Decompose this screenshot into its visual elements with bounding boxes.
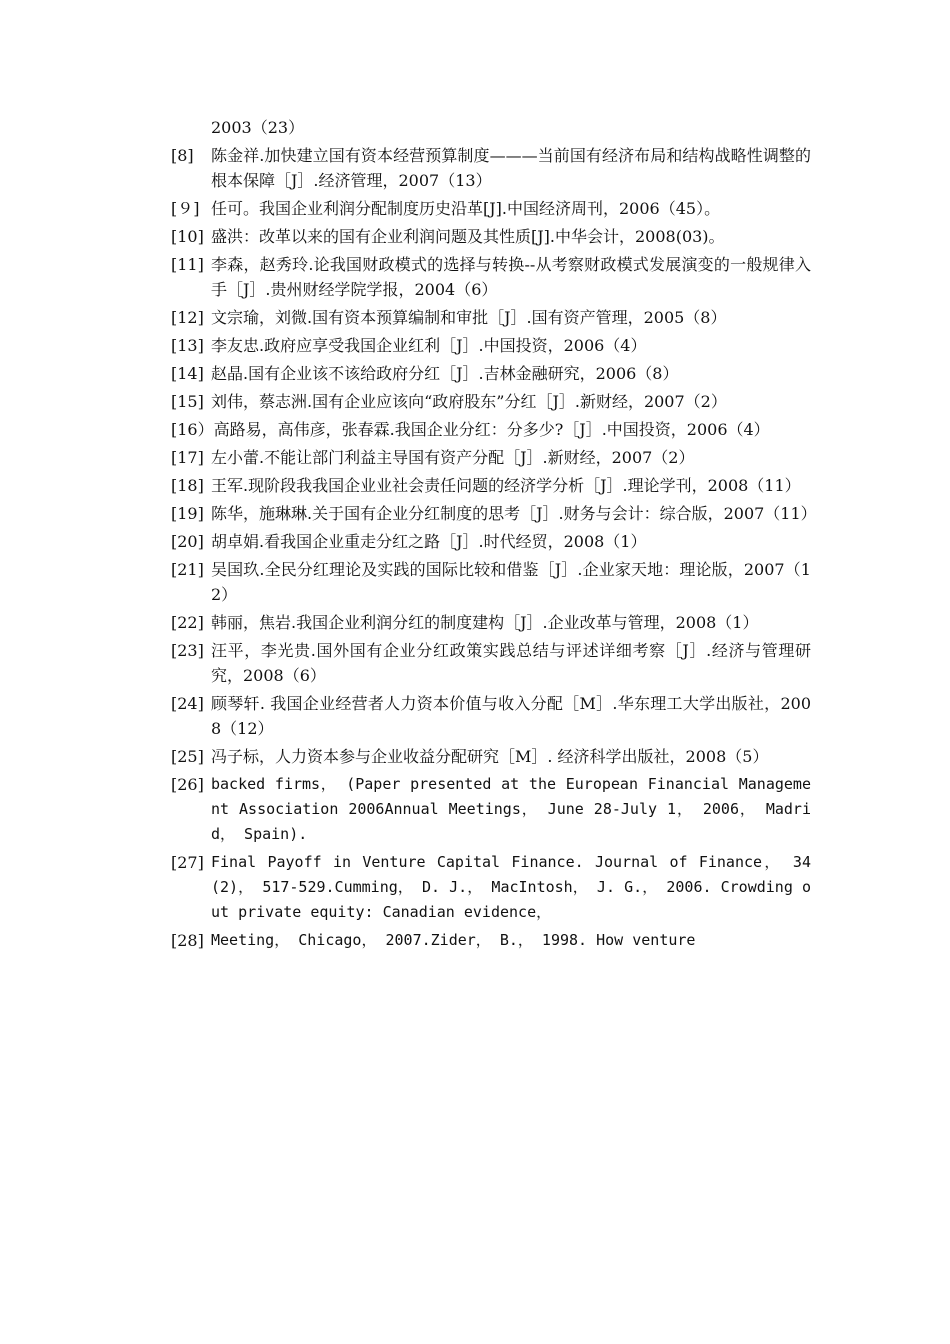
reference-text: 胡卓娟.看我国企业重走分红之路［J］.时代经贸，2008（1）	[211, 532, 647, 551]
reference-item	[211, 115, 811, 140]
reference-item	[171, 850, 811, 925]
reference-number: [21]	[171, 560, 204, 579]
reference-item	[171, 928, 811, 953]
reference-number: [23]	[171, 641, 204, 660]
reference-number: [25]	[171, 747, 204, 766]
reference-number: [10]	[171, 227, 204, 246]
reference-number: [12]	[171, 308, 204, 327]
reference-text: 韩丽，焦岩.我国企业利润分红的制度建构［J］.企业改革与管理，2008（1）	[211, 613, 759, 632]
reference-item	[171, 557, 811, 607]
reference-item	[171, 638, 811, 688]
reference-text: 2003（23）	[211, 118, 305, 137]
reference-item	[171, 445, 811, 470]
reference-number: [8]	[171, 146, 194, 165]
reference-number: [19]	[171, 504, 204, 523]
reference-text: 刘伟，蔡志洲.国有企业应该向“政府股东”分红［J］.新财经，2007（2）	[211, 392, 727, 411]
reference-item	[171, 501, 817, 526]
reference-list	[171, 115, 817, 956]
reference-item	[171, 224, 811, 249]
reference-item	[171, 473, 811, 498]
reference-item	[171, 143, 811, 193]
reference-item	[171, 417, 811, 442]
reference-item	[171, 196, 811, 221]
reference-text: 吴国玖.全民分红理论及实践的国际比较和借鉴［J］.企业家天地：理论版，2007（12）	[211, 560, 811, 604]
reference-number: [17]	[171, 448, 204, 467]
reference-text: 冯子标，人力资本参与企业收益分配研究［M］. 经济科学出版社，2008（5）	[211, 747, 769, 766]
reference-number: [14]	[171, 364, 204, 383]
reference-text: 左小蕾.不能让部门利益主导国有资产分配［J］.新财经，2007（2）	[211, 448, 695, 467]
reference-text: 陈金祥.加快建立国有资本经营预算制度———当前国有经济布局和结构战略性调整的根本保障［J］.经济管理，2007（13）	[211, 146, 811, 190]
reference-item	[171, 361, 811, 386]
reference-text: 王军.现阶段我我国企业业社会责任问题的经济学分析［J］.理论学刊，2008（11）	[211, 476, 801, 495]
reference-item	[171, 389, 811, 414]
reference-number: [22]	[171, 613, 204, 632]
reference-text: backed firms， (Paper presented at the European Financial Management Association 2006Annual Meetings， June 28-July 1， 2006， Madrid， Spain).	[211, 775, 811, 843]
reference-text: Final Payoff in Venture Capital Finance. Journal of Finance， 34(2)， 517-529.Cumming， D. J.， MacIntosh， J. G.， 2006. Crowding out private equity: Canadian evidence，	[211, 853, 811, 921]
reference-text: 李森，赵秀玲.论我国财政模式的选择与转换--从考察财政模式发展演变的一般规律入手［J］.贵州财经学院学报，2004（6）	[211, 255, 811, 299]
reference-number: [13]	[171, 336, 204, 355]
reference-text: 盛洪：改革以来的国有企业利润问题及其性质[J].中华会计，2008(03)。	[211, 227, 725, 246]
reference-text: 顾琴轩. 我国企业经营者人力资本价值与收入分配［M］.华东理工大学出版社，2008（12）	[211, 694, 811, 738]
reference-number: [18]	[171, 476, 204, 495]
reference-item	[171, 305, 811, 330]
reference-item	[171, 333, 811, 358]
reference-item	[171, 252, 811, 302]
reference-number: [20]	[171, 532, 204, 551]
reference-text: 赵晶.国有企业该不该给政府分红［J］.吉林金融研究，2006（8）	[211, 364, 679, 383]
reference-number: [26]	[171, 775, 204, 794]
reference-number: [９]	[171, 199, 200, 218]
reference-text: 李友忠.政府应享受我国企业红利［J］.中国投资，2006（4）	[211, 336, 647, 355]
reference-item	[171, 744, 811, 769]
reference-text: 汪平，李光贵.国外国有企业分红政策实践总结与评述详细考察［J］.经济与管理研究，2008（6）	[211, 641, 811, 685]
reference-text: 任可。我国企业利润分配制度历史沿革[J].中国经济周刊，2006（45）。	[211, 199, 721, 218]
reference-number: [15]	[171, 392, 204, 411]
reference-number: [27]	[171, 853, 204, 872]
reference-number: [28]	[171, 931, 204, 950]
reference-text: 文宗瑜，刘微.国有资本预算编制和审批［J］.国有资产管理，2005（8）	[211, 308, 727, 327]
reference-item	[171, 691, 811, 741]
reference-item	[171, 529, 811, 554]
reference-item	[171, 610, 811, 635]
reference-item	[171, 772, 811, 847]
reference-number: [24]	[171, 694, 204, 713]
reference-text: Meeting， Chicago， 2007.Zider， B.， 1998. How venture	[211, 931, 696, 949]
reference-text: 高路易，高伟彦，张春霖.我国企业分红：分多少?［J］.中国投资，2006（4）	[213, 420, 770, 439]
reference-number: [16）	[171, 420, 214, 439]
reference-number: [11]	[171, 255, 204, 274]
reference-text: 陈华，施琳琳.关于国有企业分红制度的思考［J］.财务与会计：综合版，2007（11）	[211, 504, 817, 523]
